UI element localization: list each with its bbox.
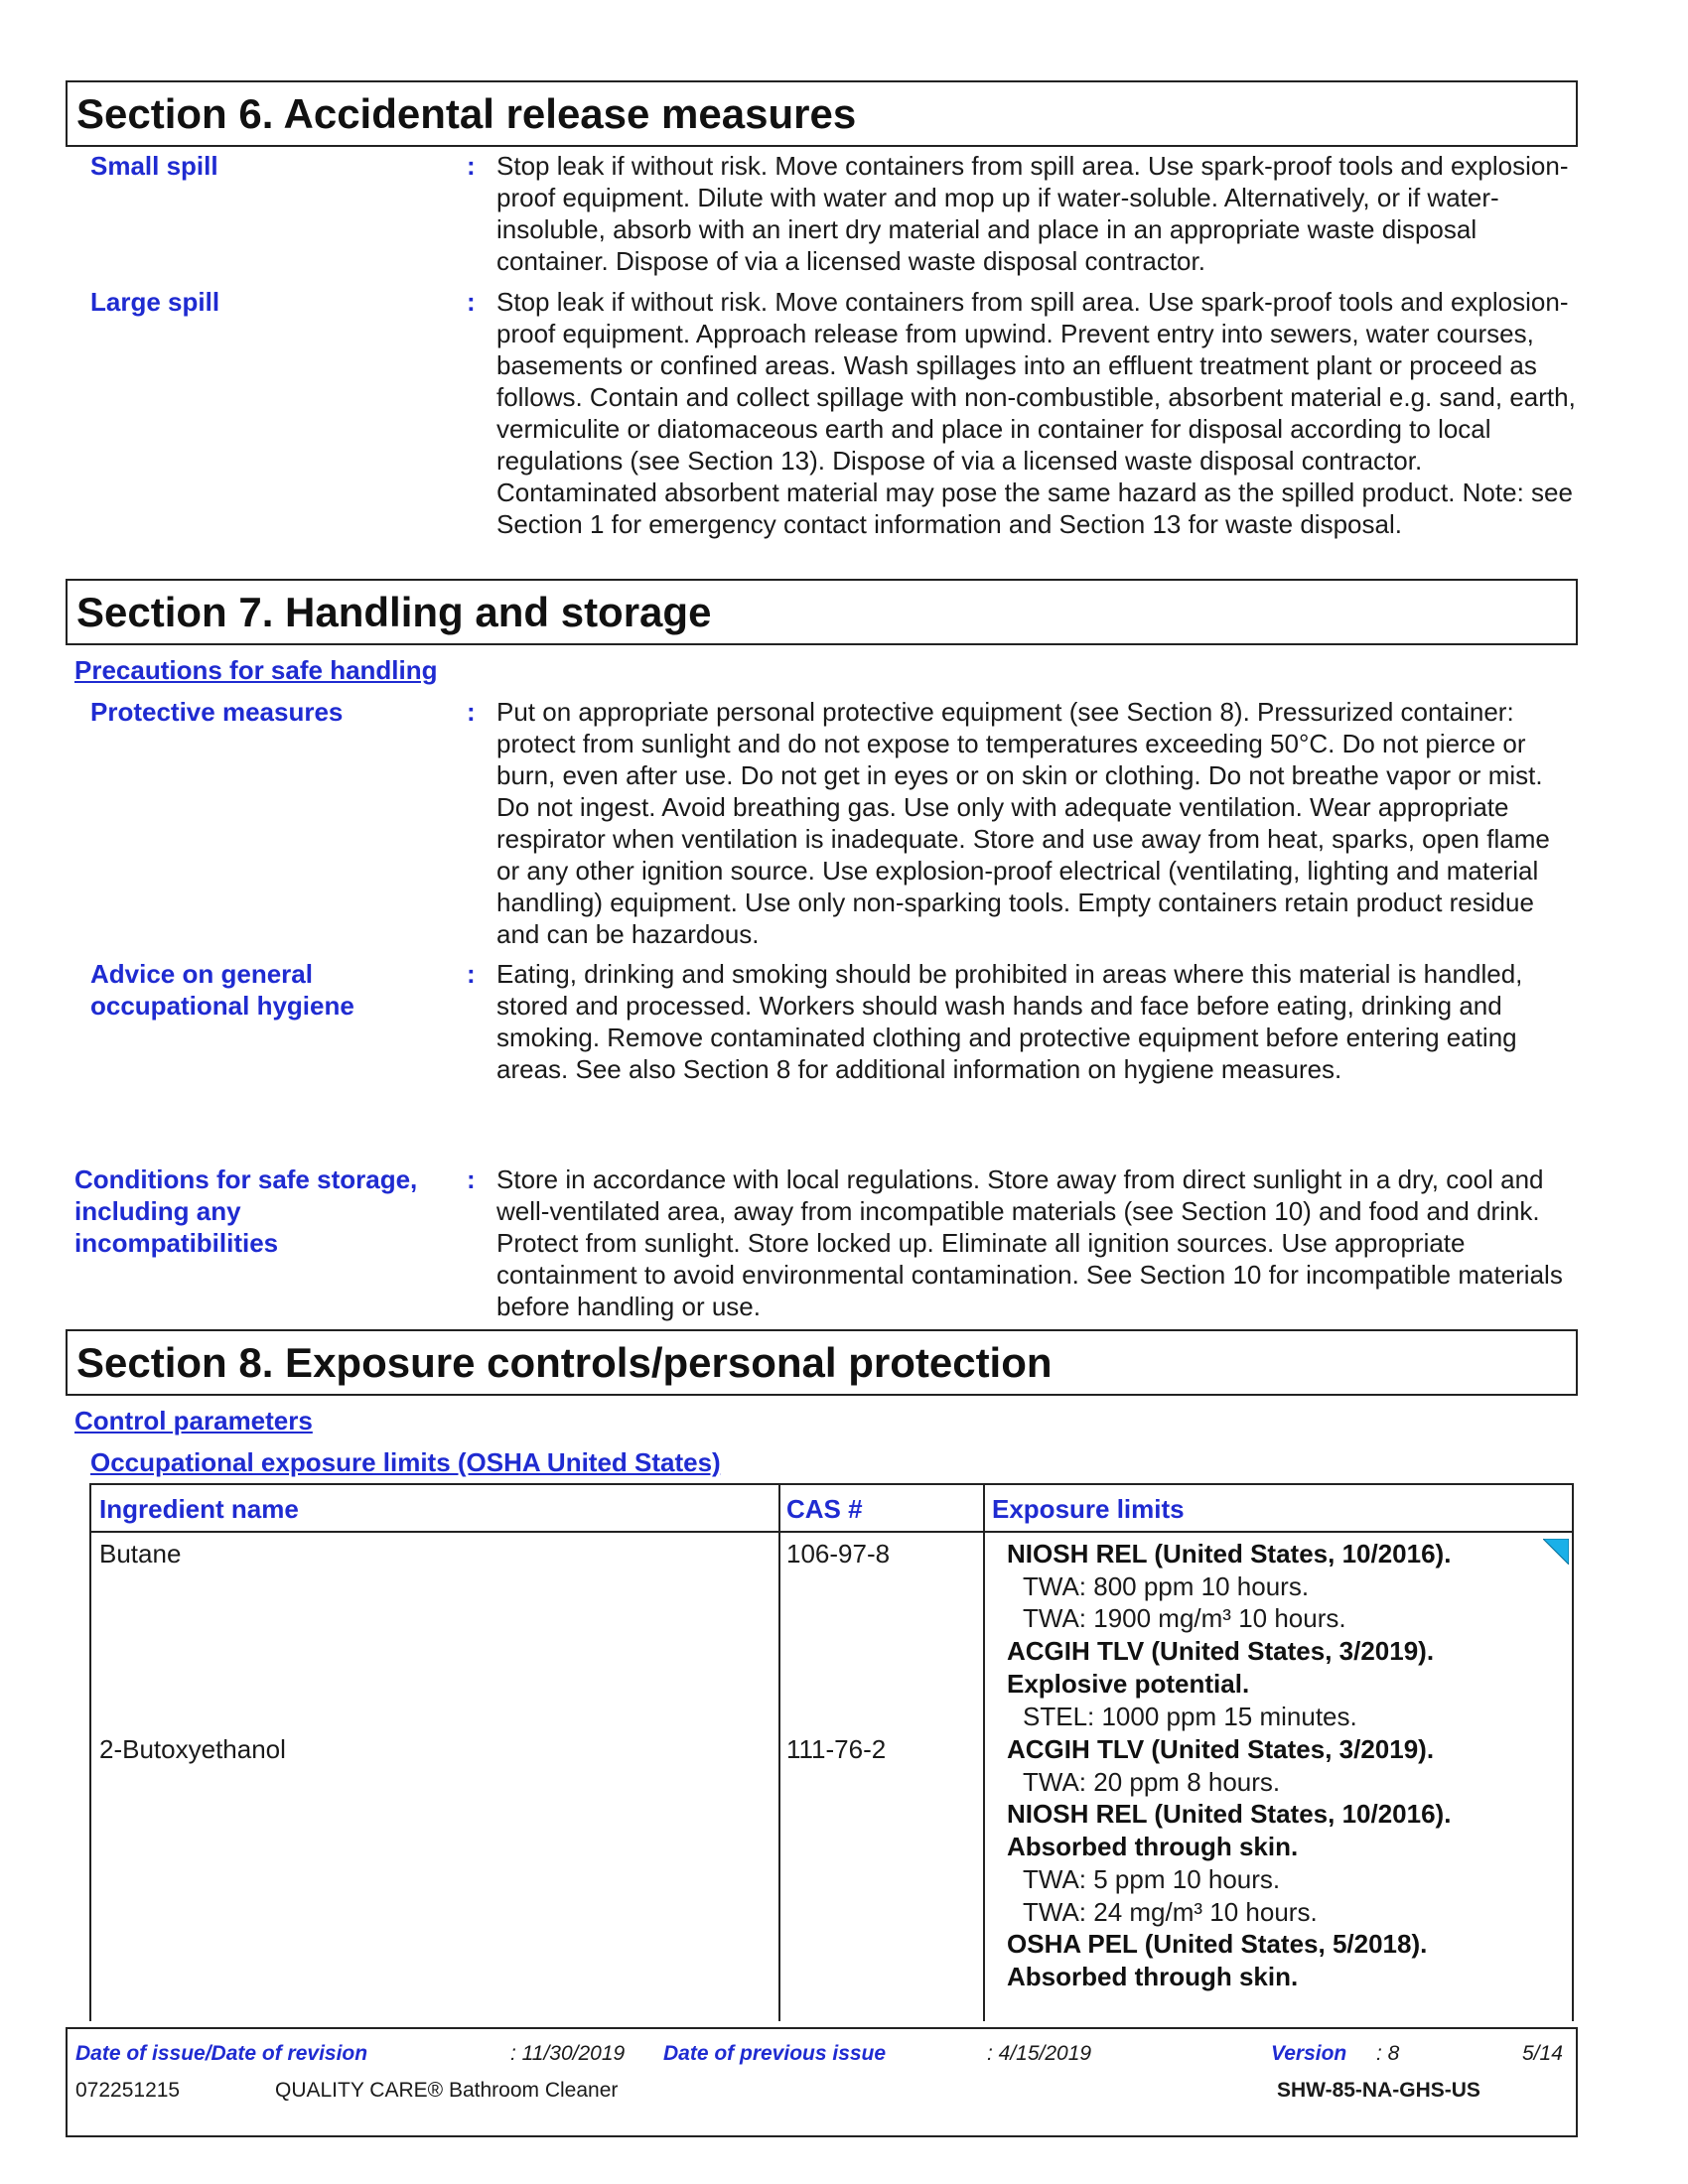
oel-heading: Occupational exposure limits (OSHA United States)	[90, 1447, 721, 1477]
issue-date-value: : 11/30/2019	[510, 2042, 626, 2065]
row2-limit-4: Absorbed through skin.	[1007, 1832, 1299, 1862]
product-code: 072251215	[75, 2079, 181, 2102]
protective-measures-text: Put on appropriate personal protective equipment (see Section 8). Pressurized container: protect from sunlight and do not expose to temperatures exceeding 50°C. Do not pierce or burn, even after use. Do not get in eyes or on skin or clothing. Do not breathe vapor or mist. Do not ingest. Avoid breathing gas. Use only with adequate ventilation. Wear appropriate respirator when ventilation is inadequate. Store and use away from heat, sparks, open flame or any other ignition source. Use explosion-proof electrical (ventilating, lighting and material handling) equipment. Use only non-sparking tools. Empty containers retain product residue and can be hazardous.	[496, 697, 1550, 949]
hygiene-label	[90, 958, 354, 1022]
control-parameters-heading: Control parameters	[74, 1406, 313, 1435]
large-spill-colon: :	[467, 287, 476, 317]
large-spill-label: Large spill	[90, 287, 220, 317]
section-6-title: Section 6. Accidental release measures	[76, 90, 857, 137]
table-divider-1	[778, 1485, 780, 2021]
document-id: SHW-85-NA-GHS-US	[1277, 2079, 1480, 2102]
small-spill-text: Stop leak if without risk. Move containers from spill area. Use spark-proof tools and explosion-proof equipment. Dilute with water and mop up if water-soluble. Alternatively, or if water-insoluble, absorb with an inert dry material and place in an appropriate waste disposal container. Dispose of via a licensed waste disposal contractor.	[496, 151, 1569, 276]
issue-date-label: Date of issue/Date of revision	[75, 2042, 368, 2065]
row2-limit-2: TWA: 20 ppm 8 hours.	[1023, 1766, 1281, 1797]
row1-limit-5: Explosive potential.	[1007, 1668, 1250, 1699]
previous-issue-label: Date of previous issue	[663, 2042, 887, 2065]
row2-limit-1: ACGIH TLV (United States, 3/2019).	[1007, 1734, 1435, 1764]
section-7-title: Section 7. Handling and storage	[76, 589, 712, 635]
page-footer	[66, 2027, 1578, 2137]
row2-cas: 111-76-2	[786, 1734, 887, 1764]
product-name: QUALITY CARE® Bathroom Cleaner	[275, 2079, 619, 2102]
row1-limit-3: TWA: 1900 mg/m³ 10 hours.	[1023, 1603, 1346, 1634]
hygiene-label-line2: occupational hygiene	[90, 991, 354, 1021]
row1-cas: 106-97-8	[786, 1539, 891, 1569]
row2-limit-7: OSHA PEL (United States, 5/2018).	[1007, 1929, 1428, 1960]
protective-measures-label: Protective measures	[90, 697, 344, 727]
small-spill-colon: :	[467, 151, 476, 181]
row2-ingredient: 2-Butoxyethanol	[99, 1734, 286, 1764]
version-value: : 8	[1376, 2042, 1400, 2065]
hygiene-text: Eating, drinking and smoking should be prohibited in areas where this material is handled, stored and processed. Workers should wash hands and face before eating, drinking and smoking. Remove contaminated clothing and protective equipment before entering eating areas. See also Section 8 for additional information on hygiene measures.	[496, 959, 1523, 1084]
table-header-rule	[91, 1531, 1572, 1533]
row2-limit-6: TWA: 24 mg/m³ 10 hours.	[1023, 1896, 1318, 1927]
storage-label-line2: including any	[74, 1196, 241, 1226]
row2-limit-3: NIOSH REL (United States, 10/2016).	[1007, 1799, 1452, 1830]
table-divider-2	[983, 1485, 985, 2021]
small-spill-label: Small spill	[90, 151, 218, 181]
storage-label-line3: incompatibilities	[74, 1228, 279, 1258]
row1-ingredient: Butane	[99, 1539, 182, 1569]
header-exposure-limits: Exposure limits	[992, 1494, 1185, 1524]
row1-limits	[1007, 1538, 1451, 1732]
section-7-header	[66, 579, 1578, 645]
page-number: 5/14	[1522, 2042, 1563, 2065]
exposure-limits-table	[89, 1483, 1574, 2021]
storage-text: Store in accordance with local regulations. Store away from direct sunlight in a dry, cool and well-ventilated area, away from incompatible materials (see Section 10) and food and drink. Protect from sunlight. Store locked up. Eliminate all ignition sources. Use appropriate containment to avoid environmental contamination. See Section 10 for incompatible materials before handling or use.	[496, 1164, 1563, 1321]
section-8-title: Section 8. Exposure controls/personal protection	[76, 1339, 1053, 1386]
hygiene-colon: :	[467, 959, 476, 989]
row1-limit-1: NIOSH REL (United States, 10/2016).	[1007, 1539, 1452, 1569]
storage-label-line1: Conditions for safe storage,	[74, 1164, 418, 1194]
section-8-header	[66, 1329, 1578, 1396]
storage-colon: :	[467, 1164, 476, 1194]
row1-limit-6: STEL: 1000 ppm 15 minutes.	[1023, 1701, 1357, 1731]
row1-limit-4: ACGIH TLV (United States, 3/2019).	[1007, 1636, 1435, 1667]
hygiene-label-line1: Advice on general	[90, 959, 313, 989]
precautions-heading: Precautions for safe handling	[74, 655, 438, 685]
header-cas: CAS #	[786, 1494, 863, 1524]
previous-issue-value: : 4/15/2019	[987, 2042, 1092, 2065]
storage-label	[74, 1163, 417, 1259]
row2-limits	[1007, 1733, 1451, 1993]
row2-limit-8: Absorbed through skin.	[1007, 1961, 1299, 1991]
version-label: Version	[1271, 2042, 1347, 2065]
header-ingredient-name: Ingredient name	[99, 1494, 299, 1524]
protective-measures-colon: :	[467, 697, 476, 727]
row2-limit-5: TWA: 5 ppm 10 hours.	[1023, 1863, 1281, 1894]
section-6-header	[66, 80, 1578, 147]
revision-marker-icon	[1543, 1539, 1569, 1565]
row1-limit-2: TWA: 800 ppm 10 hours.	[1023, 1570, 1310, 1601]
large-spill-text: Stop leak if without risk. Move containers from spill area. Use spark-proof tools and explosion-proof equipment. Approach release from upwind. Prevent entry into sewers, water courses, basements or confined areas. Wash spillages into an effluent treatment plant or proceed as follows. Contain and collect spillage with non-combustible, absorbent material e.g. sand, earth, vermiculite or diatomaceous earth and place in container for disposal according to local regulations (see Section 13). Dispose of via a licensed waste disposal contractor. Contaminated absorbent material may pose the same hazard as the spilled product. Note: see Section 1 for emergency contact information and Section 13 for waste disposal.	[496, 287, 1576, 539]
